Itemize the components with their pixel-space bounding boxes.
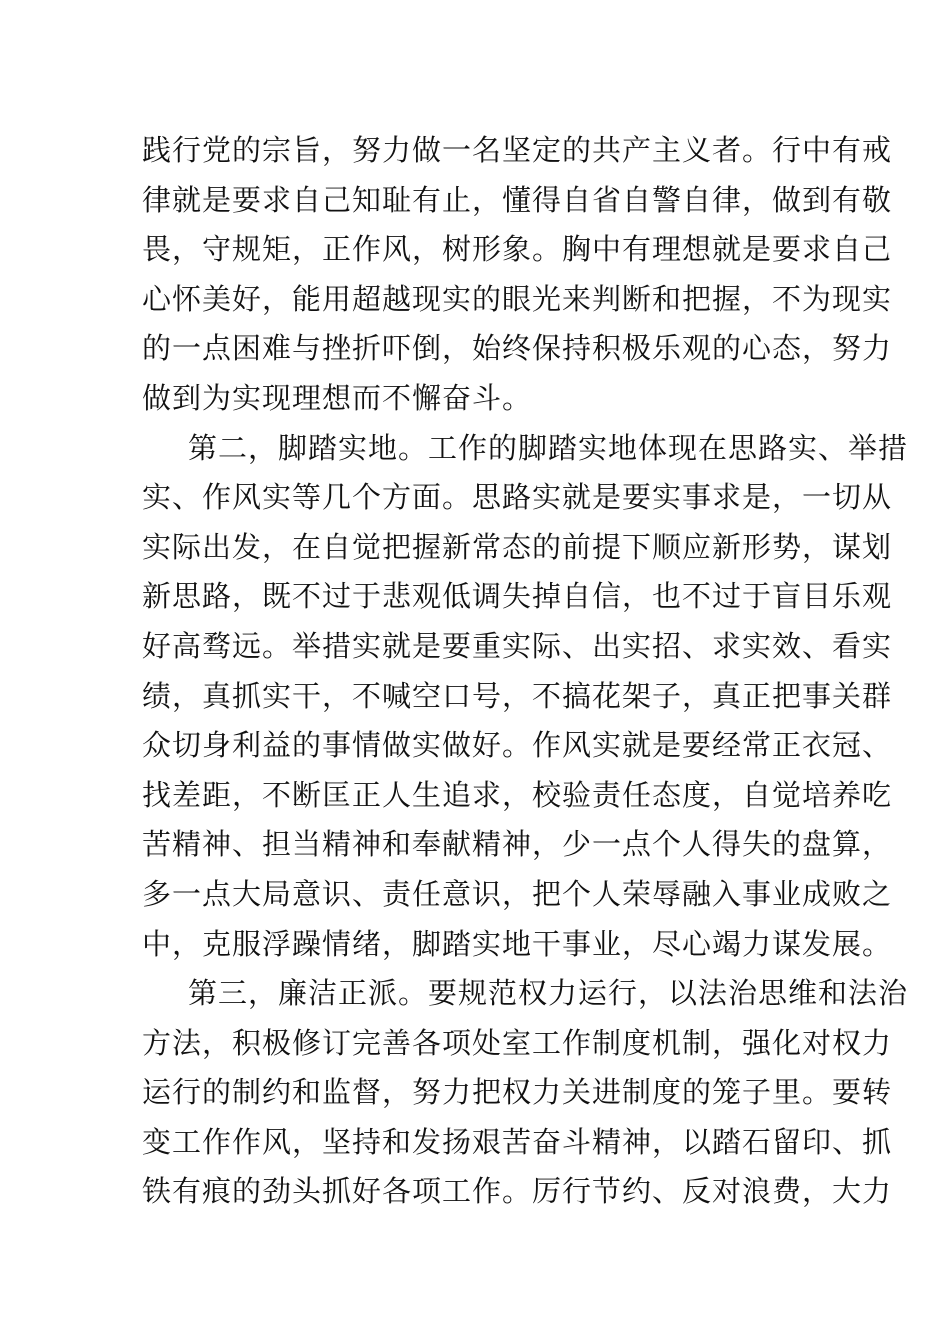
- text-line: 心怀美好，能用超越现实的眼光来判断和把握，不为现实: [142, 281, 893, 316]
- body-text: [142, 126, 909, 1217]
- text-line: 好高骛远。举措实就是要重实际、出实招、求实效、看实: [142, 628, 893, 663]
- text-line: 苦精神、担当精神和奉献精神，少一点个人得失的盘算，: [142, 827, 893, 862]
- text-line: 方法，积极修订完善各项处室工作制度机制，强化对权力: [142, 1025, 893, 1060]
- text-line: 变工作作风，坚持和发扬艰苦奋斗精神，以踏石留印、抓: [142, 1124, 893, 1159]
- paragraph-start-line: 第二，脚踏实地。工作的脚踏实地体现在思路实、举措: [188, 430, 909, 465]
- text-line: 畏，守规矩，正作风，树形象。胸中有理想就是要求自己: [142, 232, 893, 267]
- text-line: 运行的制约和监督，努力把权力关进制度的笼子里。要转: [142, 1075, 893, 1110]
- text-line: 众切身利益的事情做实做好。作风实就是要经常正衣冠、: [142, 728, 893, 763]
- text-line: 中，克服浮躁情绪，脚踏实地干事业，尽心竭力谋发展。: [142, 926, 893, 961]
- text-line: 实、作风实等几个方面。思路实就是要实事求是，一切从: [142, 480, 893, 515]
- text-line: 多一点大局意识、责任意识，把个人荣辱融入事业成败之: [142, 876, 893, 911]
- text-line: 铁有痕的劲头抓好各项工作。厉行节约、反对浪费，大力: [142, 1174, 893, 1209]
- paragraph-start-line: 第三，廉洁正派。要规范权力运行，以法治思维和法治: [188, 976, 909, 1011]
- text-line: 绩，真抓实干，不喊空口号，不搞花架子，真正把事关群: [142, 678, 893, 713]
- text-line: 践行党的宗旨，努力做一名坚定的共产主义者。行中有戒: [142, 133, 893, 167]
- text-line: 的一点困难与挫折吓倒，始终保持积极乐观的心态，努力: [142, 331, 893, 366]
- text-line: 律就是要求自己知耻有止，懂得自省自警自律，做到有敬: [142, 182, 893, 217]
- text-line: 做到为实现理想而不懈奋斗。: [142, 380, 533, 415]
- text-line: 实际出发，在自觉把握新常态的前提下顺应新形势，谋划: [142, 529, 893, 564]
- text-line: 找差距，不断匡正人生追求，校验责任态度，自觉培养吃: [142, 777, 893, 812]
- text-line: 新思路，既不过于悲观低调失掉自信，也不过于盲目乐观: [142, 579, 893, 614]
